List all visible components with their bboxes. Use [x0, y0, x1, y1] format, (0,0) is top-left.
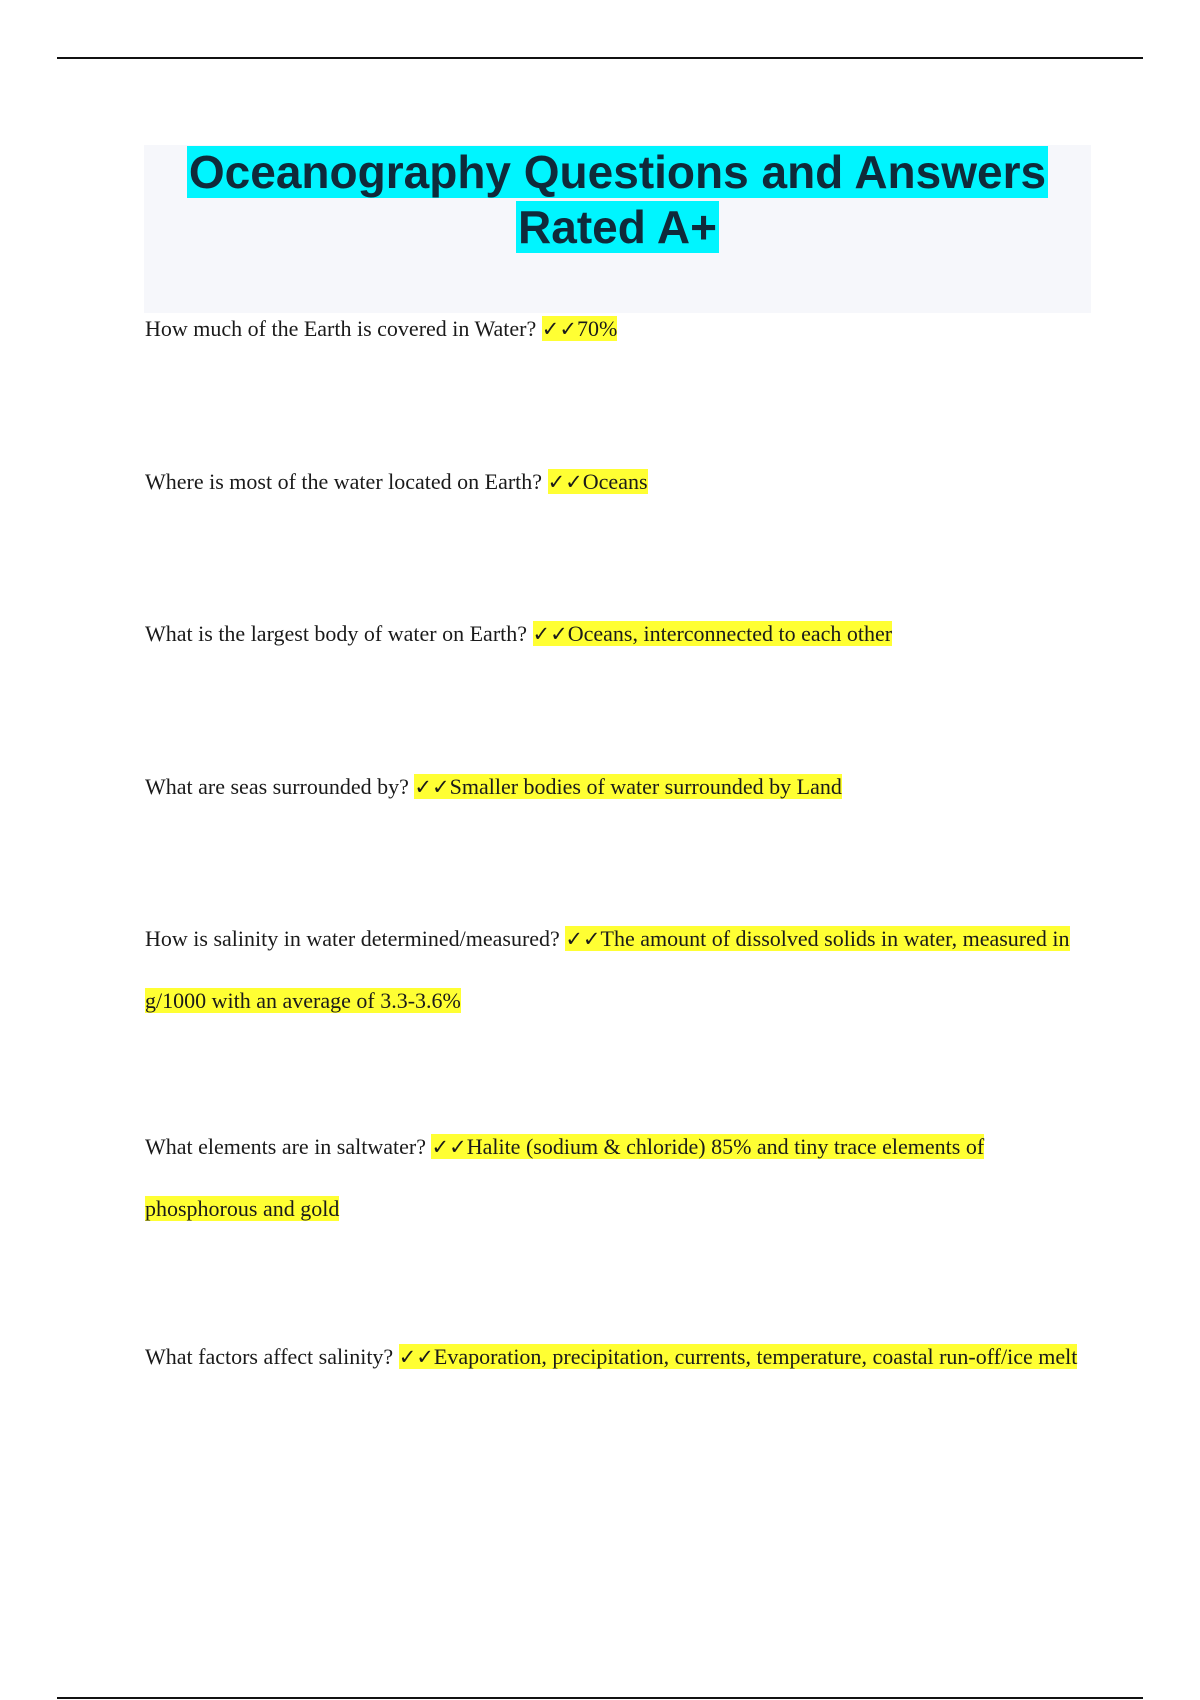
question-text: How is salinity in water determined/measured?	[145, 926, 560, 951]
check-icon: ✓✓	[532, 622, 568, 646]
check-icon: ✓✓	[414, 775, 450, 799]
check-icon: ✓✓	[431, 1135, 467, 1159]
question-text: What is the largest body of water on Earth?	[145, 621, 528, 646]
check-icon: ✓✓	[547, 470, 583, 494]
document-title-text: Oceanography Questions and Answers Rated A+	[188, 146, 1047, 253]
qa-item-3	[145, 603, 1080, 665]
question-text: What are seas surrounded by?	[145, 774, 409, 799]
question-text: What factors affect salinity?	[145, 1344, 394, 1369]
check-icon: ✓✓	[541, 317, 577, 341]
title-banner	[144, 145, 1091, 313]
qa-item-7	[145, 1326, 1080, 1388]
answer-text: ✓✓Halite (sodium & chloride) 85% and tiny trace elements of phosphorous and gold	[145, 1134, 985, 1221]
qa-item-6	[145, 1116, 1080, 1239]
answer-text: ✓✓Oceans, interconnected to each other	[532, 621, 893, 646]
question-text: How much of the Earth is covered in Water?	[145, 316, 537, 341]
answer-text: ✓✓Smaller bodies of water surrounded by Land	[414, 774, 842, 799]
top-rule	[57, 57, 1143, 59]
answer-text: ✓✓Oceans	[547, 469, 648, 494]
qa-item-2	[145, 451, 1080, 513]
check-icon: ✓✓	[398, 1345, 434, 1369]
qa-item-1	[145, 298, 1080, 360]
answer-text: ✓✓Evaporation, precipitation, currents, temperature, coastal run-off/ice melt	[398, 1344, 1078, 1369]
check-icon: ✓✓	[565, 927, 601, 951]
answer-text: ✓✓70%	[541, 316, 618, 341]
bottom-rule	[57, 1697, 1143, 1699]
answer-text: ✓✓The amount of dissolved solids in water, measured in g/1000 with an average of 3.3-3.6%	[145, 926, 1070, 1013]
question-text: Where is most of the water located on Earth?	[145, 469, 543, 494]
qa-item-4	[145, 756, 1080, 818]
document-title	[144, 145, 1091, 255]
question-text: What elements are in saltwater?	[145, 1134, 426, 1159]
qa-item-5	[145, 908, 1080, 1031]
